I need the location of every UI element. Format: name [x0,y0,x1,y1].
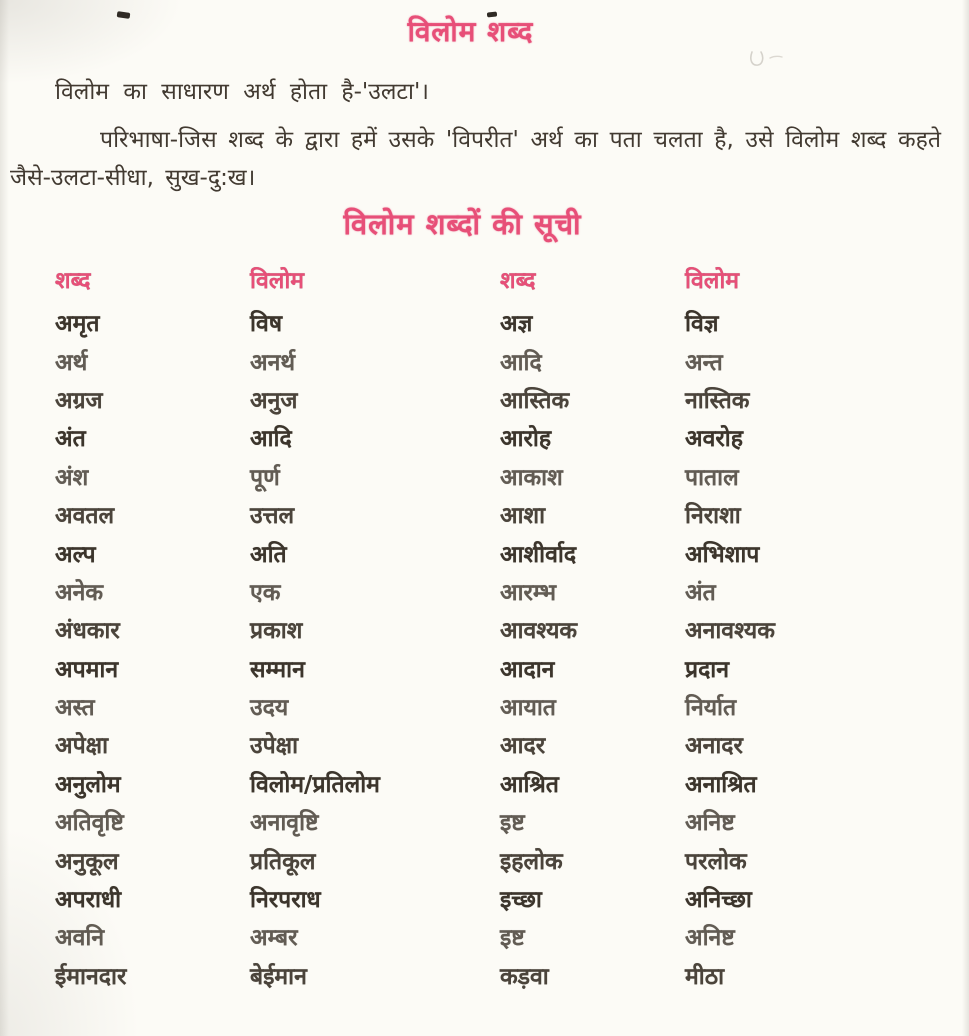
antonym-cell: अनावश्यक [685,618,775,645]
word-cell: अमृत [55,311,100,338]
table-row [55,610,969,648]
word-cell: अपमान [55,656,119,683]
word-cell: आदर [500,733,546,760]
antonym-cell: निरपराध [250,887,321,914]
word-cell: अवतल [55,503,115,530]
word-cell: अर्थ [55,349,88,376]
antonym-cell: विज्ञ [685,311,719,338]
antonym-cell: सम्मान [250,656,305,683]
list-heading: विलोम शब्दों की सूची [343,207,582,241]
antonym-cell: विष [250,311,283,338]
antonym-cell: परलोक [685,848,747,875]
word-cell: आयात [500,695,556,722]
antonym-cell: आदि [250,426,292,453]
word-cell: आश्रित [500,771,559,798]
table-row [55,303,969,341]
antonym-cell: प्रकाश [250,618,303,645]
antonym-cell: प्रतिकूल [250,848,316,875]
antonym-cell: अनिष्ट [685,925,735,952]
table-row [55,457,969,495]
word-cell: आशीर्वाद [500,541,577,568]
table-row [55,840,969,878]
antonym-cell: अवरोह [685,426,743,453]
antonym-rows [55,303,969,994]
word-cell: कड़वा [500,963,549,990]
antonym-cell: उदय [250,695,289,722]
column-header-word-2: शब्द [500,268,536,294]
antonym-cell: अनावृष्टि [250,810,319,837]
word-cell: अग्रज [55,387,103,414]
table-header-row [55,263,969,293]
table-row [55,533,969,571]
table-row [55,917,969,955]
word-cell: आवश्यक [500,618,578,645]
table-row [55,687,969,725]
antonym-cell: अति [250,541,287,568]
word-cell: अनुकूल [55,848,119,875]
antonym-cell: पाताल [685,464,739,491]
antonym-cell: मीठा [685,963,725,990]
antonym-cell: अम्बर [250,925,298,952]
antonym-cell: प्रदान [685,656,730,683]
word-cell: अस्त [55,695,95,722]
word-cell: अंश [55,464,89,491]
word-cell: अनेक [55,579,104,606]
antonym-cell: बेईमान [250,963,307,990]
antonym-cell: पूर्ण [250,464,280,491]
antonym-cell: अन्त [685,349,723,376]
word-cell: अज्ञ [500,311,533,338]
column-header-word-1: शब्द [55,268,91,294]
word-cell: ईमानदार [55,963,127,990]
word-cell: आशा [500,503,546,530]
antonym-cell: अंत [685,579,716,606]
table-row [55,380,969,418]
word-cell: अंधकार [55,618,120,645]
table-row [55,802,969,840]
table-row [55,649,969,687]
word-cell: अंत [55,426,86,453]
antonym-cell: नास्तिक [685,387,750,414]
intro-paragraph: विलोम का साधारण अर्थ होता है-'उलटा'। [55,79,429,105]
word-cell: आस्तिक [500,387,570,414]
antonym-cell: विलोम/प्रतिलोम [250,771,380,798]
antonym-cell: उपेक्षा [250,733,299,760]
word-cell: आकाश [500,464,563,491]
word-cell: अल्प [55,541,96,568]
antonym-table [55,263,969,994]
word-cell: इच्छा [500,887,542,914]
word-cell: आरम्भ [500,579,556,606]
table-row [55,418,969,456]
definition-line-1: परिभाषा-जिस शब्द के द्वारा हमें उसके 'विपरीत' अर्थ का पता चलता है, उसे विलोम शब्द कहते [100,127,941,153]
word-cell: अवनि [55,925,105,952]
word-cell: अनुलोम [55,771,121,798]
antonym-cell: निर्यात [685,695,737,722]
word-cell: अतिवृष्टि [55,810,124,837]
antonym-cell: अभिशाप [685,541,760,568]
antonym-cell: उत्तल [250,503,295,530]
word-cell: आदि [500,349,542,376]
column-header-antonym-1: विलोम [250,268,305,294]
antonym-cell: अनिच्छा [685,887,752,914]
antonym-cell: अनिष्ट [685,810,735,837]
pencil-mark [746,46,792,74]
table-row [55,725,969,763]
antonym-cell: एक [250,579,281,606]
antonym-cell: अनर्थ [250,349,296,376]
page-title: विलोम शब्द [407,15,534,48]
antonym-cell: अनाश्रित [685,771,757,798]
word-cell: आरोह [500,426,552,453]
scanned-book-page [0,12,969,1036]
word-cell: इहलोक [500,848,563,875]
word-cell: अपेक्षा [55,733,109,760]
word-cell: अपराधी [55,887,122,914]
table-row [55,341,969,379]
word-cell: आदान [500,656,555,683]
table-row [55,956,969,994]
table-row [55,879,969,917]
definition-line-2: जैसे-उलटा-सीधा, सुख-दु:ख। [10,165,256,191]
word-cell: इष्ट [500,810,525,837]
antonym-cell: अनुज [250,387,298,414]
table-row [55,572,969,610]
column-header-antonym-2: विलोम [685,268,740,294]
table-row [55,764,969,802]
antonym-cell: निराशा [685,503,741,530]
word-cell: इष्ट [500,925,525,952]
table-row [55,495,969,533]
antonym-cell: अनादर [685,733,743,760]
